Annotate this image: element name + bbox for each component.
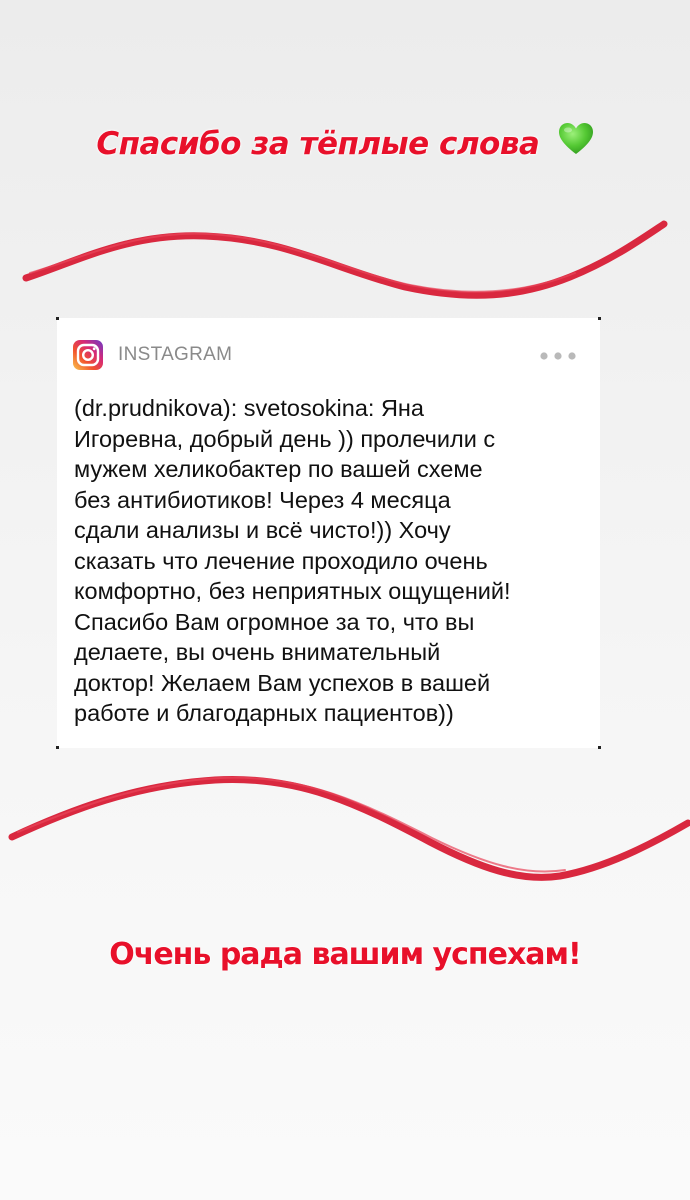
green-heart-icon (558, 122, 594, 164)
corner-mark (56, 746, 59, 749)
headline-top-text: Спасибо за тёплые слова (96, 126, 540, 162)
corner-mark (598, 746, 601, 749)
headline-bottom: Очень рада вашим успехам! (109, 937, 581, 972)
notification-card[interactable] (57, 318, 600, 748)
instagram-icon (73, 340, 103, 370)
corner-mark (598, 317, 601, 320)
notification-header (73, 340, 584, 372)
corner-mark (56, 317, 59, 320)
more-dots-icon[interactable] (538, 348, 578, 364)
headline-top (0, 126, 690, 164)
notification-message: (dr.prudnikova): svetosokina: Яна Игоревна, добрый день )) пролечили с мужем хеликобактер по вашей схеме без антибиотиков! Через 4 месяца сдали анализы и всё чисто!)) Хочу сказать что лечение проходило очень комфортно, без неприятных ощущений! Спасибо Вам огромное за то, что вы делаете, вы очень внимательный доктор! Желаем Вам успехов в вашей работе и благодарных пациентов)) (74, 395, 511, 726)
app-name: INSTAGRAM (118, 344, 233, 365)
decorative-wave-top (0, 205, 690, 315)
decorative-wave-bottom (0, 760, 690, 910)
